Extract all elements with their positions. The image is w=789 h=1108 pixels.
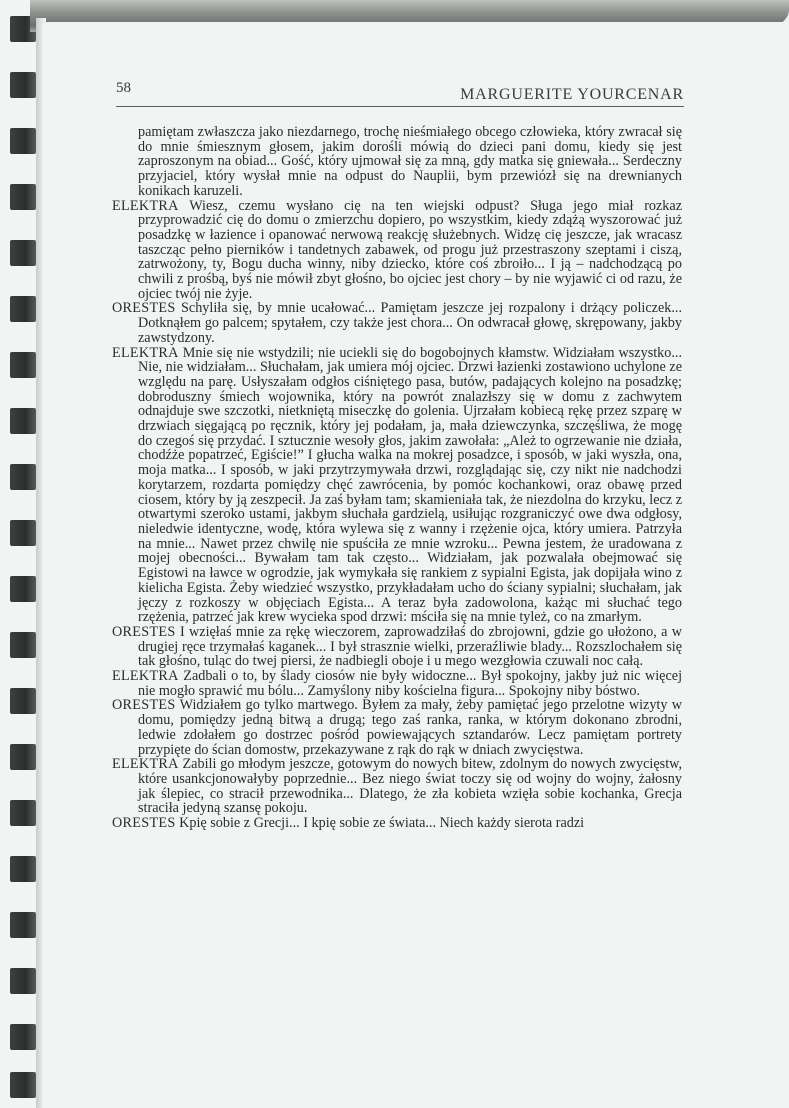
- binding-ring: [10, 240, 36, 266]
- binding-ring: [10, 128, 36, 154]
- page-number: 58: [116, 80, 131, 96]
- binding-ring: [10, 520, 36, 546]
- paragraph: [112, 301, 682, 345]
- drama-text: [112, 125, 682, 831]
- binding-ring: [10, 576, 36, 602]
- binding-ring: [10, 184, 36, 210]
- binding-ring: [10, 296, 36, 322]
- dialogue-text: Zadbali o to, by ślady ciosów nie były widoczne... Był spokojny, jakby już nic więcej nie mogło sprawić mu bólu... Zamyślony niby kościelna figura... Spokojny niby bóstwo.: [138, 668, 683, 699]
- dialogue-text: Mnie się nie wstydzili; nie uciekli się do bogobojnych kłamstw. Widziałam wszystko... Nie, nie widziałam... Słuchałam, jak umiera mój ojciec. Drzwi łazienki zostawiono uchylone ze względu na parę. Usłyszałam odgłos ciśniętego pasa, butów, padających kolejno na posadzkę; dobroduszny śmiech wojownika, który na powrót znalazłszy się w domu z zachwytem odnajduje swe szczotki, nietkniętą miseczkę do golenia. Ujrzałam kobiecą rękę przez szparę w drzwiach sięgającą po ręcznik, który jej podałam, ja, mała dziewczynka, szczęśliwa, że mogę do czegoś się przydać. I sztucznie wesoły głos, jakim zawołała: „Ależ to ogrzewanie nie działa, chodźże popatrzeć, Egiście!” I głucha walka na mokrej posadzce, i sposób, w jaki wyszła, ona, moja matka... I sposób, w jaki przytrzymywała drzwi, rozglądając się, czy nikt nie nadchodzi korytarzem, rozdarta pomiędzy chęć zawrócenia, by pomóc kochankowi, oraz obawę przed ciosem, który by ją zeszpecił. Ja zaś byłam tam; skamieniała tak, że niezdolna do krzyku, lecz z otwartymi szeroko ustami, jakbym słuchała gardzielą, usiłując rozgraniczyć owe dwa odgłosy, nieledwie identyczne, wodę, która wylewa się z wanny i rzężenie ojca, który umiera. Patrzyła na mnie... Nawet przez chwilę nie spuściła ze mnie wzroku... Pewna jestem, że uradowana z mojej obecności... Bywałam tam tak często... Widziałam, jak pozwalała obejmować się Egistowi na ławce w ogrodzie, jak wymykała się rankiem z sypialni Egista, jak dopijała wino z kielicha Egista. Żeby wiedzieć wszystko, przykładałam ucho do ściany sypialni; słuchałam, jak jęczy z rozkoszy w objęciach Egista... A teraz była zadowolona, każąc mi słuchać tego rzężenia, patrzeć jak krew wycieka spod drzwi: mściła się na mnie tyleż, co na zmarłym.: [138, 344, 682, 626]
- paragraph: [112, 669, 682, 698]
- speaker-name: ELEKTRA: [112, 197, 179, 214]
- binding-ring: [10, 688, 36, 714]
- dialogue-text: I wzięłaś mnie za rękę wieczorem, zaprowadziłaś do zbrojowni, gdzie go ułożono, a w drugiej ręce trzymałaś kaganek... I był strasznie wielki, przeraźliwie blady... Rozszlochałem się tak głośno, tuląc do twej piersi, że nadbiegli oboje i u mego wezgłowia czuwali noc całą.: [138, 623, 683, 670]
- speaker-name: ORESTES: [112, 815, 176, 832]
- dialogue-text: pamiętam zwłaszcza jako niezdarnego, trochę nieśmiałego obcego człowieka, który zwracał się do mnie śmiesznym głosem, jakim dorośli mówią do dzieci pani domu, kiedy się jest zaproszonym na obiad... Gość, który ujmował się za mną, gdy matka się gniewała... Serdeczny przyjaciel, który wysłał mnie na odpust do Nauplii, bym przewiózł się na drewnianych konikach karuzeli.: [138, 124, 682, 199]
- paragraph: [112, 625, 682, 669]
- binding-ring: [10, 744, 36, 770]
- binding-ring: [10, 464, 36, 490]
- dialogue-text: Zabili go młodym jeszcze, gotowym do nowych bitew, zdolnym do nowych zwycięstw, które usankcjonowałyby poprzednie... Bez niego świat toczy się od wojny do wojny, żałosny jak ślepiec, co stracił przewodnika... Dlatego, że zła kobieta wzięła sobie kochanka, Grecja straciła jedyną szansę pokoju.: [138, 756, 683, 817]
- binding-ring: [10, 912, 36, 938]
- speaker-name: ELEKTRA: [112, 668, 179, 685]
- binding-ring: [10, 1024, 36, 1050]
- speaker-name: ORESTES: [112, 623, 176, 640]
- binding-ring: [10, 800, 36, 826]
- binding-spine: [0, 0, 36, 1108]
- speaker-name: ELEKTRA: [112, 756, 179, 773]
- binding-ring: [10, 352, 36, 378]
- binding-ring: [10, 968, 36, 994]
- binding-ring: [10, 72, 36, 98]
- dialogue-text: Kpię sobie z Grecji... I kpię sobie ze świata... Niech każdy sierota radzi: [179, 815, 585, 832]
- binding-ring: [10, 632, 36, 658]
- paragraph: [112, 199, 682, 302]
- speaker-name: ORESTES: [112, 300, 176, 317]
- dialogue-text: Widziałem go tylko martwego. Byłem za mały, żeby pamiętać jego przelotne wizyty w domu, pomiędzy jedną bitwą a drugą; tego zaś ranka, ranka, w którym dokonano zbrodni, ledwie zdołałem go dostrzec pośród powiewających sztandarów. Lecz pamiętam portrety przypięte do ścian domostw, przekazywane z rąk do rąk w dniach zwycięstwa.: [138, 697, 682, 758]
- binding-ring: [10, 1072, 36, 1098]
- speaker-name: ELEKTRA: [112, 344, 179, 361]
- speaker-name: ORESTES: [112, 697, 176, 714]
- page-header: [116, 80, 684, 107]
- paragraph: [112, 346, 682, 625]
- dialogue-text: Schyliła się, by mnie ucałować... Pamiętam jeszcze jej rozpalony i drżący policzek... Dotknąłem go palcem; spytałem, czy także jest chora... On odwracał głowę, skrępowany, jakby zawstydzony.: [138, 300, 682, 346]
- binding-ring: [10, 856, 36, 882]
- dialogue-text: Wiesz, czemu wysłano cię na ten wiejski odpust? Sługa jego miał rozkaz przyprowadzić cię do domu o zmierzchu dopiero, po wszystkim, kiedy zdążą wyszorować już posadzkę w łazience i opanować nerwową reakcję służebnych. Widzę cię jeszcze, jak wracasz taszcząc pełno pierników i tandetnych zabawek, od progu już przestraszony szeptami i ciszą, zatrwożony, ty, Bogu ducha winny, niby dziecko, które coś zbroiło... I ją – nadchodzącą po chwili z prośbą, byś nie mówił zbyt głośno, bo ojciec jest chory – by nie wyjawić ci od razu, że ojciec twój nie żyje.: [138, 197, 682, 302]
- paragraph: [112, 757, 682, 816]
- paragraph: [112, 698, 682, 757]
- paragraph: [112, 125, 682, 199]
- binding-ring: [10, 408, 36, 434]
- running-head: MARGUERITE YOURCENAR: [460, 86, 684, 103]
- paragraph: [112, 816, 682, 831]
